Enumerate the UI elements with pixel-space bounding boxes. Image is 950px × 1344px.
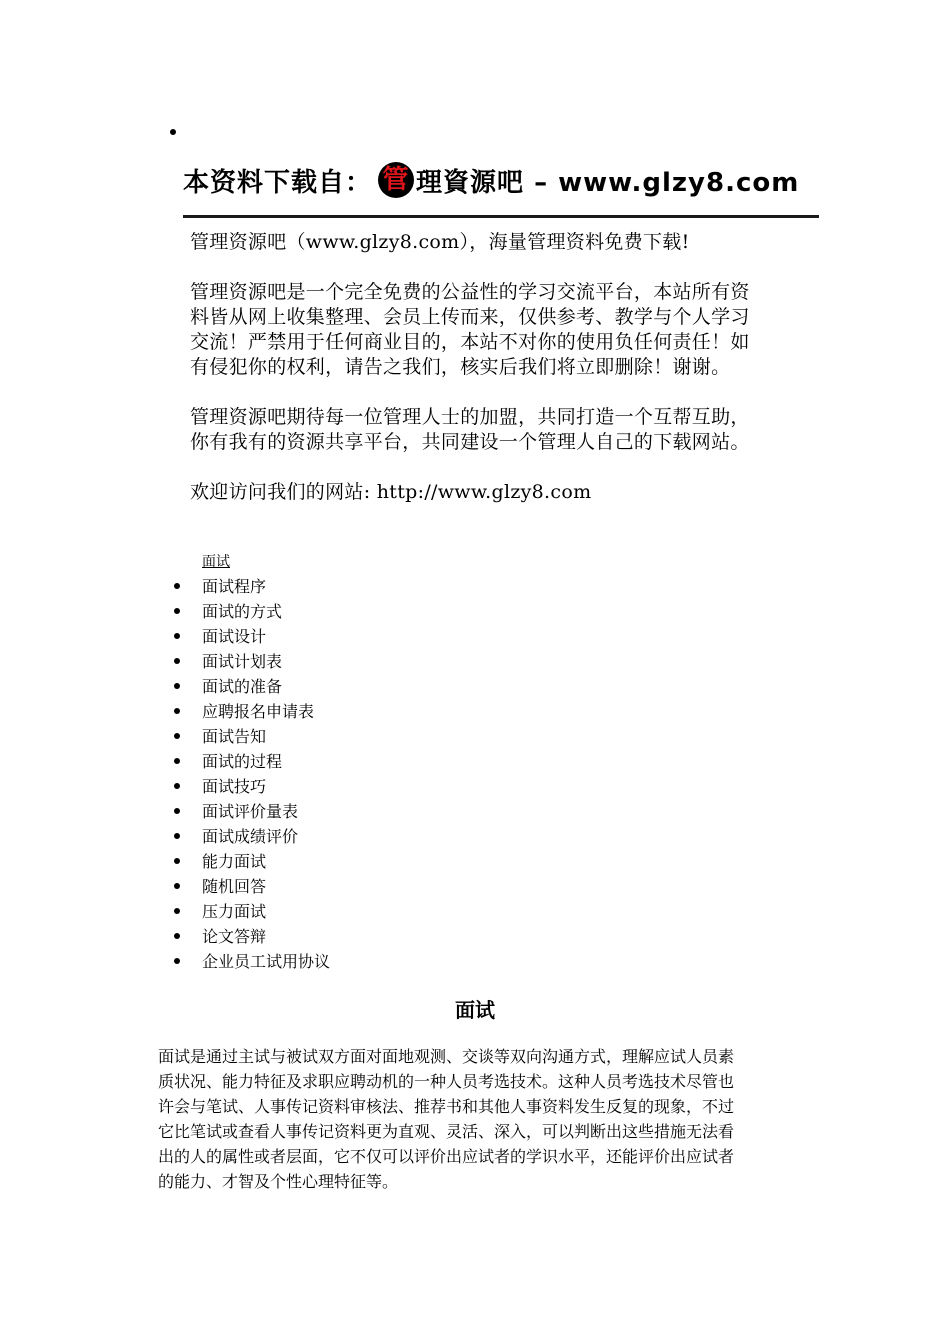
banner-paragraph <box>190 405 819 455</box>
body-line: 它比笔试或查看人事传记资料更为直观、灵活、深入，可以判断出这些措施无法看 <box>158 1122 735 1141</box>
banner-line: 料皆从网上收集整理、会员上传而来，仅供参考、教学与个人学习 <box>190 306 750 328</box>
glzy8-logo-icon <box>378 162 414 198</box>
toc-item[interactable]: 论文答辩 <box>202 924 330 949</box>
logo-char: 管 <box>382 165 410 195</box>
banner-line: 有侵犯你的权利，请告之我们，核实后我们将立即删除！谢谢。 <box>190 356 731 378</box>
download-banner <box>183 160 819 530</box>
toc-item[interactable]: 随机回答 <box>202 874 330 899</box>
banner-heading-right: 理資源吧 – www.glzy8.com <box>416 167 800 198</box>
bullet-marker <box>170 129 176 135</box>
toc-item[interactable]: 面试的准备 <box>202 674 330 699</box>
section-body <box>158 1044 798 1194</box>
toc-item[interactable]: 面试设计 <box>202 624 330 649</box>
body-line: 面试是通过主试与被试双方面对面地观测、交谈等双向沟通方式，理解应试人员素 <box>158 1047 735 1066</box>
toc-item[interactable]: 面试技巧 <box>202 774 330 799</box>
toc-item[interactable]: 压力面试 <box>202 899 330 924</box>
banner-text <box>183 230 819 505</box>
body-line: 质状况、能力特征及求职应聘动机的一种人员考选技术。这种人员考选技术尽管也 <box>158 1072 735 1091</box>
toc-list <box>202 574 330 974</box>
banner-line: 管理资源吧期待每一位管理人士的加盟，共同打造一个互帮互助， <box>190 406 750 428</box>
toc-item[interactable]: 应聘报名申请表 <box>202 699 330 724</box>
body-line: 的能力、才智及个性心理特征等。 <box>158 1172 399 1191</box>
banner-line: 管理资源吧是一个完全免费的公益性的学习交流平台，本站所有资 <box>190 281 750 303</box>
banner-line: 你有我有的资源共享平台，共同建设一个管理人自己的下载网站。 <box>190 431 750 453</box>
toc-item[interactable]: 面试的过程 <box>202 749 330 774</box>
body-line: 出的人的属性或者层面，它不仅可以评价出应试者的学识水平，还能评价出应试者 <box>158 1147 735 1166</box>
banner-heading <box>183 160 819 200</box>
banner-line: 欢迎访问我们的网站: http://www.glzy8.com <box>190 481 592 503</box>
toc-title-link[interactable]: 面试 <box>202 554 230 570</box>
banner-heading-left: 本资料下载自： <box>183 167 373 198</box>
banner-line: 管理资源吧（www.glzy8.com），海量管理资料免费下载! <box>190 231 690 253</box>
section-title: 面试 <box>455 998 495 1022</box>
banner-line: 交流！严禁用于任何商业目的，本站不对你的使用负任何责任！如 <box>190 331 750 353</box>
toc-item[interactable]: 能力面试 <box>202 849 330 874</box>
banner-divider <box>183 215 819 218</box>
toc-item[interactable]: 企业员工试用协议 <box>202 949 330 974</box>
toc-item[interactable]: 面试程序 <box>202 574 330 599</box>
body-line: 许会与笔试、人事传记资料审核法、推荐书和其他人事资料发生反复的现象，不过 <box>158 1097 735 1116</box>
toc-item[interactable]: 面试评价量表 <box>202 799 330 824</box>
toc-item[interactable]: 面试计划表 <box>202 649 330 674</box>
toc-item[interactable]: 面试成绩评价 <box>202 824 330 849</box>
toc-item[interactable]: 面试告知 <box>202 724 330 749</box>
banner-paragraph <box>190 480 819 505</box>
toc-item[interactable]: 面试的方式 <box>202 599 330 624</box>
banner-paragraph <box>190 280 819 380</box>
banner-paragraph <box>190 230 819 255</box>
